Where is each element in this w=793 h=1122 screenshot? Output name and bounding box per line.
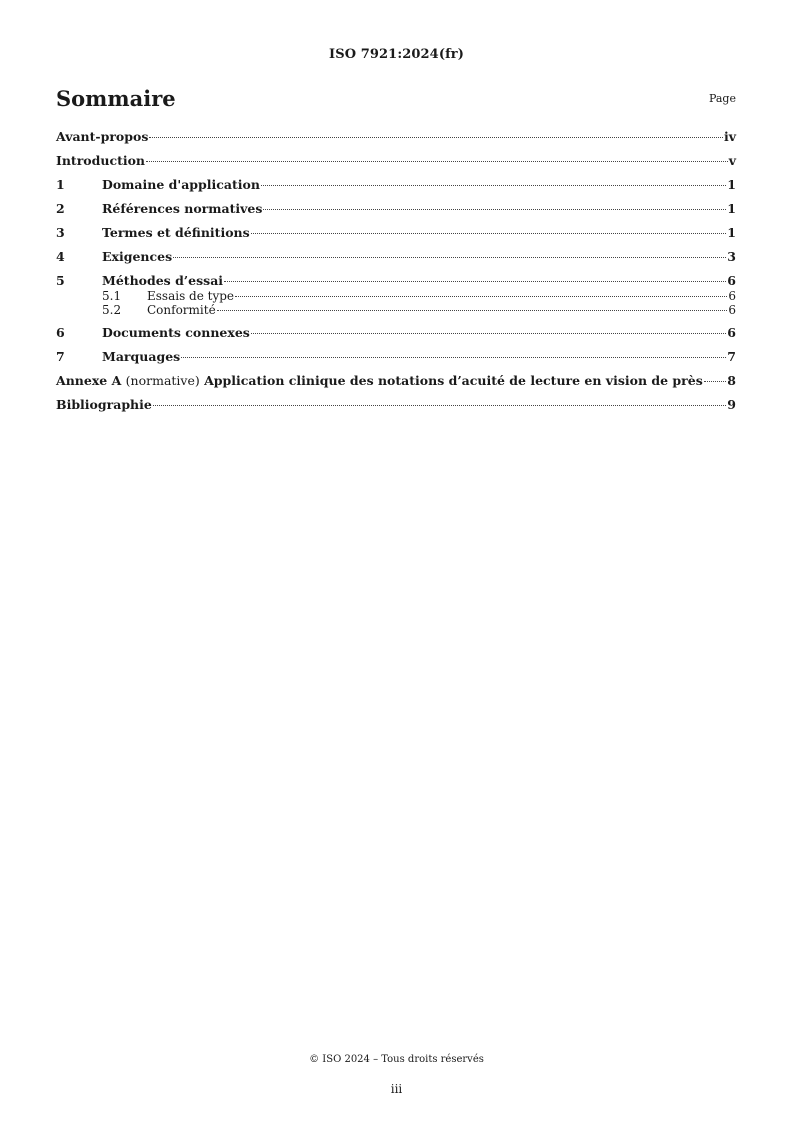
toc-entry-title: Méthodes d’essai [102, 273, 224, 288]
toc-entry-page: 1 [727, 225, 736, 240]
toc-entry-title: Documents connexes [102, 325, 250, 340]
toc-entry-title: Exigences [102, 249, 173, 264]
dot-leader [153, 405, 726, 406]
dot-leader [173, 257, 726, 258]
toc-entry-number: 6 [56, 325, 65, 340]
toc-entry-domaine[interactable] [56, 177, 736, 193]
annex-qualifier: (normative) [125, 373, 200, 388]
toc-entry-page: iv [723, 129, 736, 144]
toc-entry-introduction[interactable] [56, 153, 736, 169]
toc-entry-page: 3 [727, 249, 736, 264]
toc-entry-marquages[interactable] [56, 349, 736, 365]
toc-entry-number: 5.2 [102, 303, 122, 317]
toc-entry-methodes[interactable] [56, 273, 736, 289]
toc-entry-title: Avant-propos [56, 129, 149, 144]
toc-entry-page: 9 [727, 397, 736, 412]
toc-entry-page: 8 [727, 373, 736, 388]
toc-entry-bibliographie[interactable] [56, 397, 736, 413]
toc-entry-termes[interactable] [56, 225, 736, 241]
toc-entry-title: Application clinique des notations d’acuité de lecture en vision de près [204, 373, 703, 388]
toc-entry-number: 2 [56, 201, 65, 216]
dot-leader [235, 296, 727, 297]
dot-leader [251, 333, 726, 334]
toc-entry-number: 4 [56, 249, 65, 264]
dot-leader [217, 310, 728, 311]
toc-entry-page: 1 [727, 177, 736, 192]
toc-entry-title: Essais de type [147, 289, 235, 303]
toc-entry-number: 1 [56, 177, 65, 192]
toc-entry-page: 6 [727, 273, 736, 288]
toc-entry-page: 6 [727, 325, 736, 340]
annex-label: Annexe A [56, 373, 122, 388]
toc-entry-number: 3 [56, 225, 65, 240]
toc-entry-page: 1 [727, 201, 736, 216]
toc-entry-exigences[interactable] [56, 249, 736, 265]
toc-entry-number: 5 [56, 273, 65, 288]
toc-entry-title: Références normatives [102, 201, 263, 216]
document-id-header: ISO 7921:2024(fr) [329, 47, 464, 62]
page-column-label: Page [708, 92, 736, 105]
toc-entry-documents[interactable] [56, 325, 736, 341]
dot-leader [149, 137, 723, 138]
dot-leader [263, 209, 726, 210]
dot-leader [146, 161, 728, 162]
dot-leader [181, 357, 726, 358]
table-of-contents [56, 129, 736, 413]
toc-entry-number: 5.1 [102, 289, 122, 303]
toc-entry-title: Conformité [147, 303, 216, 317]
toc-entry-avant-propos[interactable] [56, 129, 736, 145]
toc-entry-page: v [728, 153, 736, 168]
dot-leader [261, 185, 726, 186]
toc-entry-page: 6 [728, 303, 736, 317]
toc-entry-page: 6 [728, 289, 736, 303]
toc-entry-title: Introduction [56, 153, 146, 168]
toc-entry-title: Marquages [102, 349, 181, 364]
toc-entry-annexe-a[interactable] [56, 373, 736, 389]
toc-title: Sommaire [56, 86, 176, 111]
page-number: iii [390, 1082, 403, 1096]
copyright-footer: © ISO 2024 – Tous droits réservés [309, 1054, 484, 1065]
dot-leader [704, 381, 727, 382]
toc-entry-title: Termes et définitions [102, 225, 250, 240]
toc-entry-title: Bibliographie [56, 397, 152, 412]
toc-subentry-essais-de-type[interactable] [56, 289, 736, 303]
dot-leader [251, 233, 727, 234]
toc-entry-title: Domaine d'application [102, 177, 260, 192]
toc-entry-page: 7 [727, 349, 736, 364]
toc-entry-references[interactable] [56, 201, 736, 217]
toc-entry-number: 7 [56, 349, 65, 364]
dot-leader [224, 281, 726, 282]
toc-subentry-conformite[interactable] [56, 303, 736, 317]
